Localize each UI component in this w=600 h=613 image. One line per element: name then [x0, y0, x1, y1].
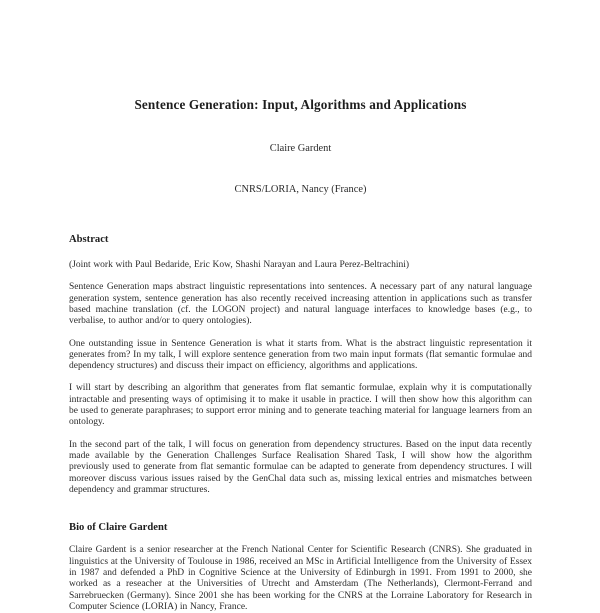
abstract-paragraph-4: In the second part of the talk, I will focus on generation from dependency structures. Based on the input data recently made available by the Generation Challenges Surface Realisation Shared Task, I will show how the algorithm previously used to generate from flat semantic formulae can be adapted to generate from dependency structures. I will moreover discuss various issues raised by the GenChal data such as, missing lexical entries and mismatches between dependency and grammar structures. — [69, 439, 532, 495]
joint-work-credit: (Joint work with Paul Bedaride, Eric Kow, Shashi Narayan and Laura Perez-Beltrachini) — [69, 260, 410, 271]
page-title: Sentence Generation: Input, Algorithms and Applications — [134, 97, 467, 112]
abstract-paragraph-2: One outstanding issue in Sentence Generation is what it starts from. What is the abstract linguistic representation it generates from? In my talk, I will explore sentence generation from two main input formats (flat semantic formulae and dependency structures) and discuss their impact on efficiency, algorithms and applications. — [69, 338, 532, 372]
section-heading-bio: Bio of Claire Gardent — [69, 522, 168, 534]
author-affiliation: CNRS/LORIA, Nancy (France) — [234, 184, 367, 196]
abstract-paragraph-3: I will start by describing an algorithm that generates from flat semantic formulae, explain why it is computationally intractable and presenting ways of optimising it to make it usable in practice. I will then show how this algorithm can be used to generate paraphrases; to support error mining and to generate teaching material for language learners from an ontology. — [69, 383, 532, 428]
section-heading-abstract: Abstract — [69, 233, 109, 245]
document-content-column — [69, 0, 532, 613]
bio-paragraph-1: Claire Gardent is a senior researcher at the French National Center for Scientific Research (CNRS). She graduated in linguistics at the University of Toulouse in 1986, received an MSc in Artificial Intelligence from the University of Essex in 1987 and defended a PhD in Cognitive Science at the University of Edinburgh in 1991. From 1991 to 2000, she worked as a reseacher at the Universities of Utrecht and Amsterdam (The Netherlands), Clermont-Ferrand and Sarrebruecken (Germany). Since 2001 she has been working for the CNRS at the Lorraine Laboratory for Research in Computer Science (LORIA) in Nancy, France. — [69, 545, 532, 612]
abstract-paragraph-1: Sentence Generation maps abstract linguistic representations into sentences. A necessary part of any natural language generation system, sentence generation has also recently received increasing attention in applications such as transfer based machine translation (cf. the LOGON project) and natural language interfaces to knowledge bases (e.g., to verbalise, to author and/or to query ontologies). — [69, 282, 532, 327]
author-name: Claire Gardent — [269, 142, 332, 154]
